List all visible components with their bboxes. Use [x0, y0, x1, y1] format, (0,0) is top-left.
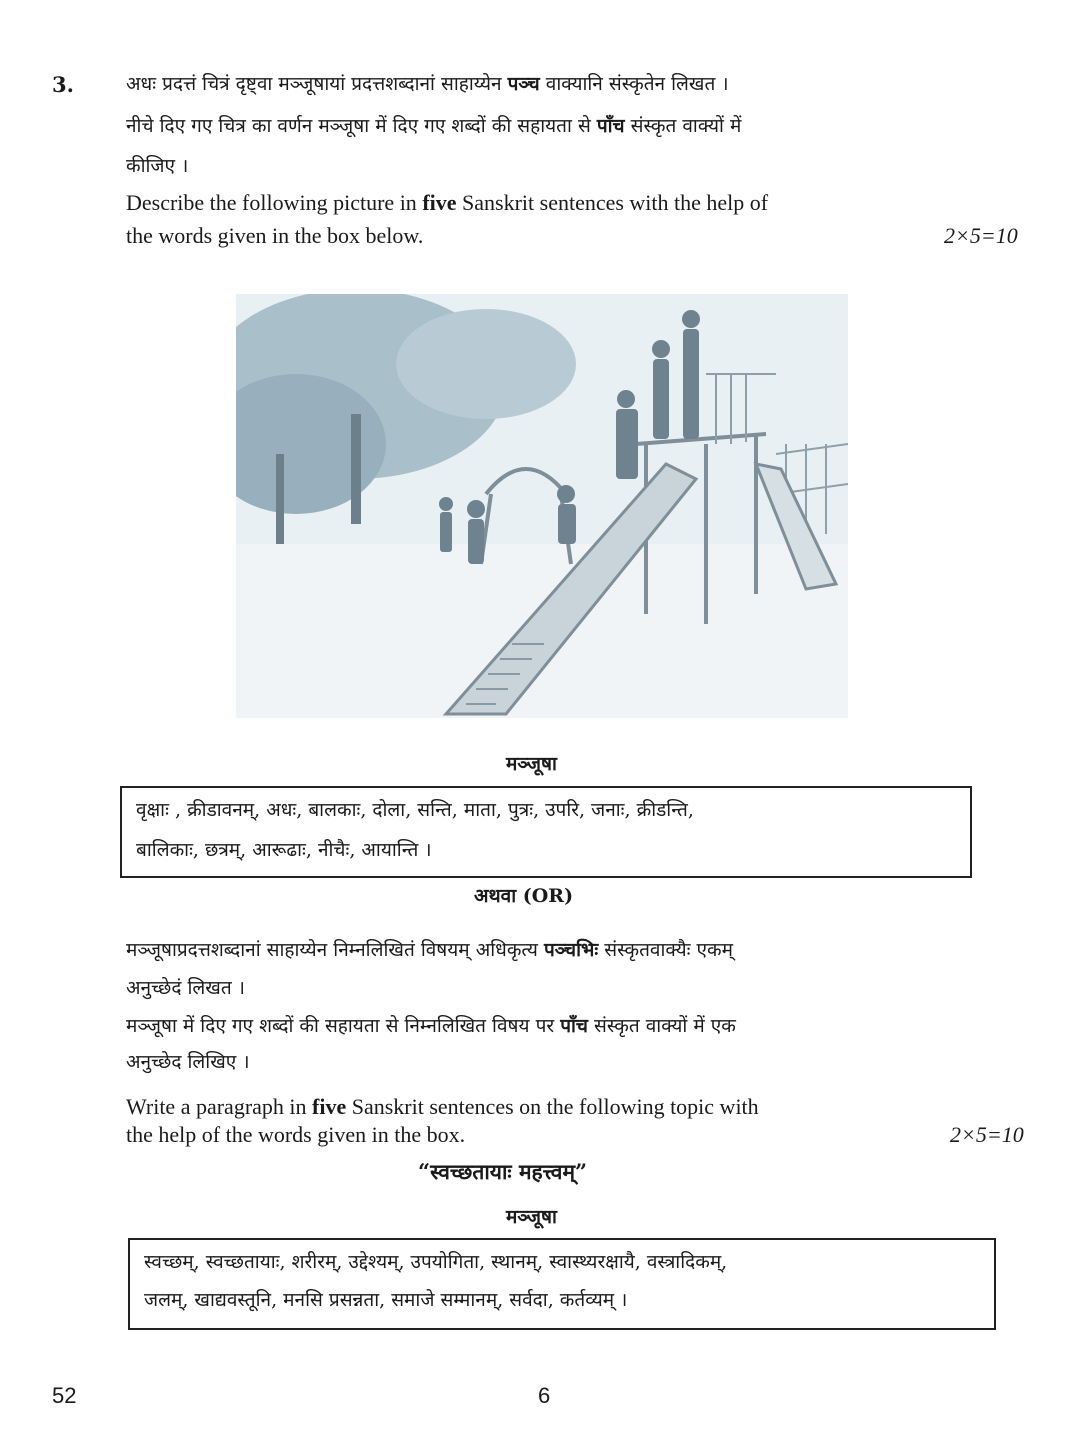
text-segment: वाक्यानि संस्कृतेन लिखत । [539, 73, 729, 95]
hindi-instruction-line1 [126, 112, 741, 140]
sanskrit-instruction [126, 70, 729, 98]
box1-line1: वृक्षाः , क्रीडावनम्, अधः, बालकाः, दोला, सन्ति, माता, पुत्रः, उपरि, जनाः, क्रीडन्ति, [136, 799, 694, 821]
playground-slide-photo [236, 294, 848, 718]
bold-word: पञ्चभिः [544, 939, 599, 961]
marks-label: 2×5=10 [944, 223, 1018, 248]
text-segment: अधः प्रदत्तं चित्रं दृष्ट्वा मञ्जूषायां प्रदत्तशब्दानां साहाय्येन [126, 73, 508, 95]
bold-word: पाँच [596, 115, 625, 137]
text-segment: संस्कृत वाक्यों में [624, 115, 742, 137]
page-number: 6 [538, 1383, 551, 1408]
topic-title: “स्वच्छतायाः महत्त्वम्” [418, 1159, 588, 1184]
text-segment: संस्कृत वाक्यों में एक [587, 1015, 736, 1037]
text-segment: संस्कृतवाक्यैः एकम् [598, 939, 733, 961]
word-box-2 [128, 1238, 996, 1330]
box1-line2: बालिकाः, छत्रम्, आरूढाः, नीचैः, आयान्ति । [136, 839, 432, 861]
text-segment: Write a paragraph in [126, 1094, 313, 1119]
bold-word: five [312, 1094, 347, 1119]
hindi-instruction-line2: कीजिए । [126, 155, 189, 177]
alt-sanskrit-line2: अनुच्छेदं लिखत । [126, 977, 245, 999]
alt-marks-label: 2×5=10 [950, 1122, 1024, 1147]
word-box-1 [120, 786, 972, 878]
text-segment: मञ्जूषा में दिए गए शब्दों की सहायता से निम्नलिखित विषय पर [126, 1015, 561, 1037]
text-segment: Sanskrit sentences with the help of [456, 190, 769, 215]
bold-word: पञ्च [507, 73, 540, 95]
alt-english-line1 [126, 1093, 759, 1121]
box2-line2: जलम्, खाद्यवस्तूनि, मनसि प्रसन्नता, समाजे सम्मानम्, सर्वदा, कर्तव्यम् । [144, 1289, 628, 1311]
text-segment: मञ्जूषाप्रदत्तशब्दानां साहाय्येन निम्नलिखितं विषयम् अधिकृत्य [126, 939, 544, 961]
english-instruction-line1 [126, 189, 768, 217]
alt-english-line2: the help of the words given in the box. [126, 1122, 466, 1147]
box2-title: मञ्जूषा [506, 1206, 557, 1228]
alt-hindi-line1 [126, 1012, 736, 1040]
english-instruction-line2: the words given in the box below. [126, 223, 424, 248]
bold-word: five [422, 190, 457, 215]
bold-word: पाँच [560, 1015, 588, 1037]
box2-line1: स्वच्छम्, स्वच्छतायाः, शरीरम्, उद्देश्यम्, उपयोगिता, स्थानम्, स्वास्थ्यरक्षायै, वस्त्रादिकम्, [144, 1251, 728, 1273]
text-segment: Sanskrit sentences on the following topic with [346, 1094, 759, 1119]
alt-hindi-line2: अनुच्छेद लिखिए । [126, 1051, 250, 1073]
text-segment: नीचे दिए गए चित्र का वर्णन मञ्जूषा में दिए गए शब्दों की सहायता से [126, 115, 597, 137]
question-number: 3. [52, 72, 74, 97]
paper-code: 52 [52, 1383, 77, 1408]
box1-title: मञ्जूषा [506, 753, 557, 775]
text-segment: Describe the following picture in [126, 190, 423, 215]
alt-sanskrit-line1 [126, 936, 733, 964]
or-label: अथवा (OR) [474, 885, 574, 907]
